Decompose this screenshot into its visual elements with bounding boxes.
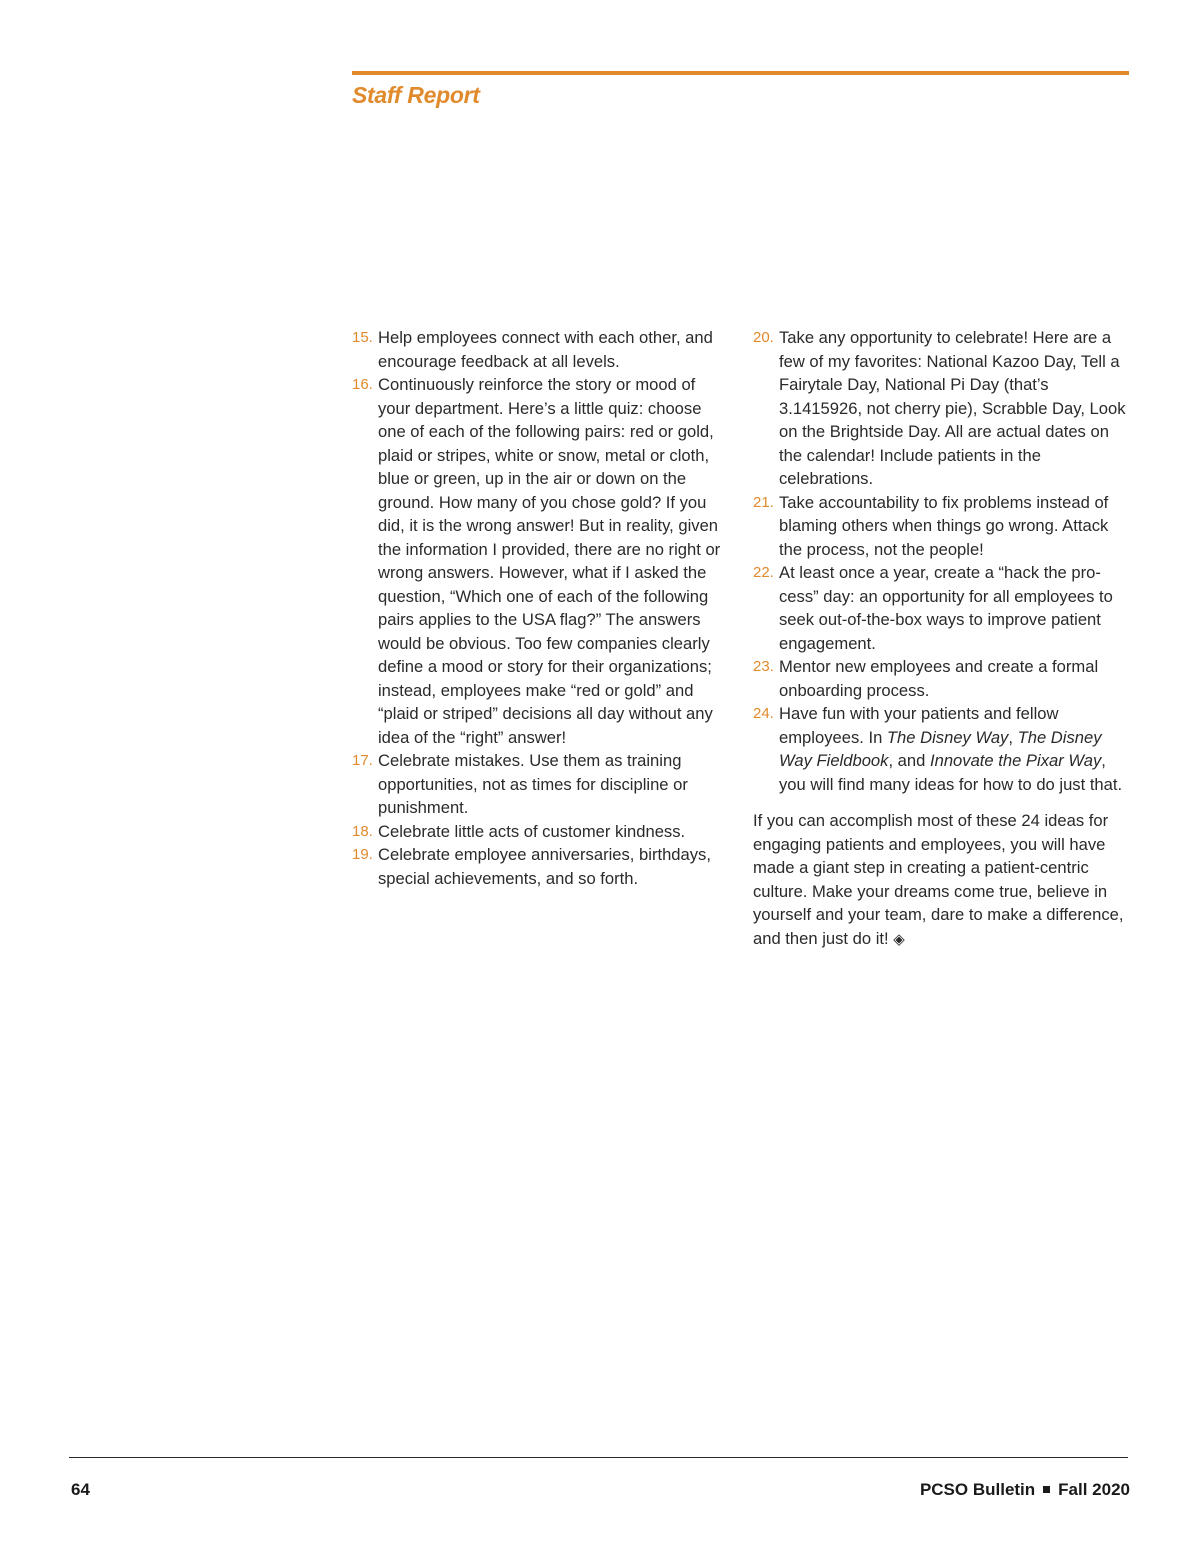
- item-number: 20.: [753, 329, 774, 346]
- footer-rule: [69, 1457, 1128, 1458]
- page-number: 64: [71, 1480, 90, 1499]
- item-text: Mentor new employees and create a formal onboarding process.: [779, 657, 1099, 700]
- item-number: 21.: [753, 493, 774, 511]
- list-item: [352, 326, 732, 373]
- square-separator-icon: [1043, 1486, 1050, 1493]
- item-number: 18.: [352, 822, 373, 840]
- item-text-part: , you will find many ideas for how to do just that.: [779, 751, 1123, 794]
- book-title: The Disney Way: [886, 727, 1009, 747]
- item-number: 16.: [352, 376, 373, 393]
- right-column: [753, 326, 1133, 951]
- item-number: 22.: [753, 564, 774, 581]
- section-title: Staff Report: [352, 82, 480, 108]
- item-text: Take any opportunity to celebrate! Here are a few of my favorites: National Kazoo Day, Tell a Fairytale Day, National Pi Day (that’s 3.1415926, not cherry pie), Scrabble Day, Look on the Brightside Day. All are actual dates on the calendar! Include patients in the celebrations.: [779, 328, 1126, 488]
- item-text-part: ,: [1008, 727, 1018, 747]
- item-number: 24.: [753, 705, 774, 722]
- item-number: 17.: [352, 752, 373, 769]
- book-title: The Disney Way Fieldbook: [779, 727, 1102, 770]
- item-number: 15.: [352, 329, 373, 346]
- item-text-part: Have fun with your patients and fellow employees. In: [779, 704, 1059, 747]
- item-number: 19.: [352, 846, 373, 863]
- list-item: [753, 702, 1133, 796]
- list-item: [352, 843, 732, 890]
- list-item: [753, 655, 1133, 702]
- list-item: [753, 561, 1133, 655]
- issue-label: Fall 2020: [1058, 1480, 1130, 1499]
- publication-footer: [920, 1480, 1130, 1500]
- closing-paragraph: [753, 809, 1133, 951]
- item-text: At least once a year, create a “hack the process” day: an opportunity for all employees to seek out-of-the-box ways to improve patient engagement.: [779, 563, 1113, 653]
- list-item: [753, 491, 1133, 562]
- closing-text: If you can accomplish most of these 24 ideas for engaging patients and employees, you will have made a giant step in creating a patient-centric culture. Make your dreams come true, believe in yourself and your team, dare to make a difference, and then just do it!: [753, 811, 1124, 948]
- item-text: Celebrate employee anniversaries, birthdays, special achievements, and so forth.: [378, 845, 711, 888]
- item-text: Celebrate mistakes. Use them as training opportunities, not as times for discipline or punishment.: [378, 751, 688, 817]
- left-list: [352, 326, 732, 890]
- book-title: Innovate the Pixar Way: [929, 751, 1102, 770]
- publication-name: PCSO Bulletin: [919, 1480, 1036, 1499]
- list-item: [352, 749, 732, 820]
- item-text: Celebrate little acts of customer kindness.: [378, 821, 686, 841]
- right-list: [753, 326, 1133, 796]
- left-column: [352, 326, 732, 890]
- item-number: 23.: [753, 658, 774, 675]
- list-item: [352, 820, 732, 844]
- end-mark-icon: ◈: [893, 930, 905, 948]
- item-text: Take accountability to fix problems instead of blaming others when things go wrong. Attack the process, not the people!: [779, 492, 1109, 559]
- item-text: Help employees connect with each other, and encourage feedback at all levels.: [378, 328, 713, 371]
- item-text-part: , and: [888, 751, 930, 770]
- item-text: Continuously reinforce the story or mood of your department. Here’s a little quiz: choose one of each of the following pairs: red or gold, plaid or stripes, white or snow, metal or cloth, blue or green, up in the air or down on the ground. How many of you chose gold? If you did, it is the wrong answer! But in reality, given the information I provided, there are no right or wrong answers. However, what if I asked the question, “Which one of each of the following pairs applies to the USA flag?” The answers would be obvious. Too few companies clearly define a mood or story for their organizations; instead, employees make “red or gold” and “plaid or striped” decisions all day without any idea of the “right” answer!: [378, 375, 721, 747]
- header-rule: [352, 71, 1129, 75]
- list-item: [753, 326, 1133, 491]
- list-item: [352, 373, 732, 749]
